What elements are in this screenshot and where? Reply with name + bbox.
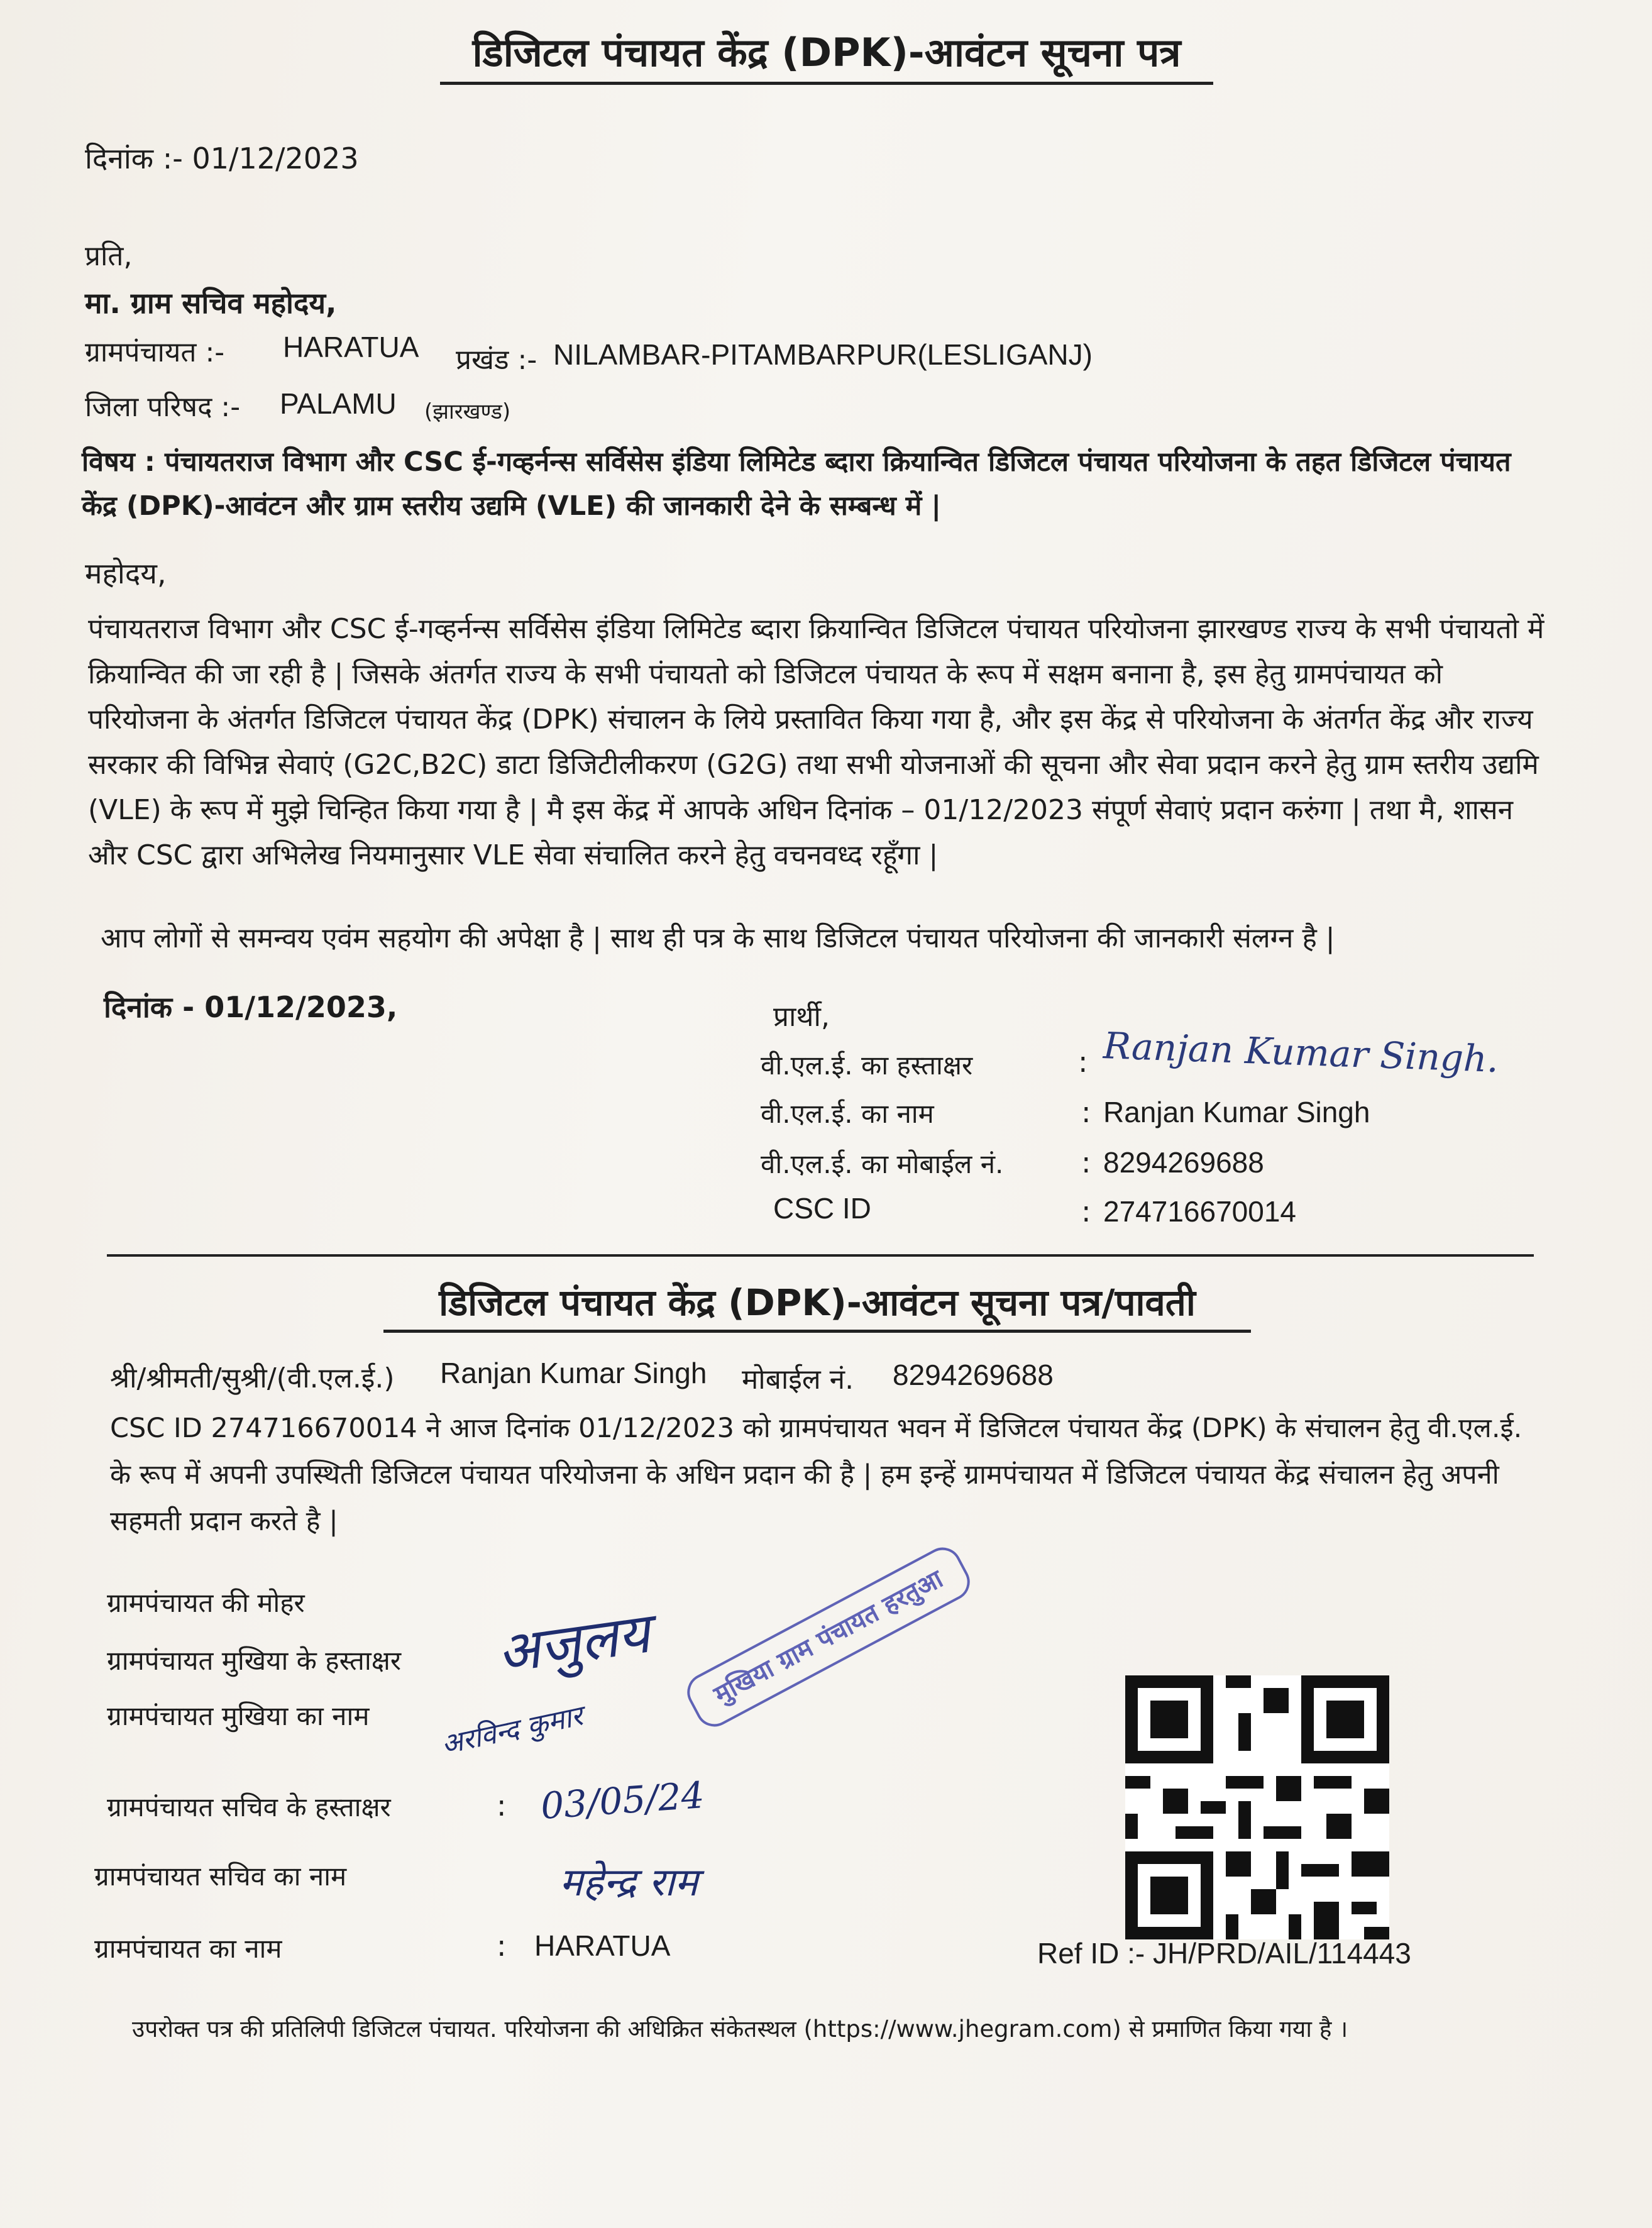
sachiv-signature: 03/05/24 (539, 1773, 706, 1828)
district-label: जिला परिषद :- (85, 391, 241, 423)
letter-date: दिनांक :- 01/12/2023 (85, 141, 359, 175)
receipt-mobile: 8294269688 (893, 1359, 1054, 1391)
letter-subject: विषय : पंचायतराज विभाग और CSC ई-गव्हर्नन्स सर्विसेस इंडिया लिमिटेड ब्दारा क्रियान्वित डिजिटल पंचायत परियोजना के तहत डिजिटल पंचायत केंद्र (DPK)-आवंटन और ग्राम स्तरीय उद्यमि (VLE) की जानकारी देने के सम्बन्ध में | (82, 446, 1511, 522)
receipt-name-prefix: श्री/श्रीमती/सुश्री/(वी.एल.ई.) (110, 1362, 395, 1394)
block-value: NILAMBAR-PITAMBARPUR(LESLIGANJ) (553, 338, 1093, 371)
csc-id-colon: : (1081, 1194, 1091, 1228)
letter-request: आप लोगों से समन्वय एवंम सहयोग की अपेक्षा है | साथ ही पत्र के साथ डिजिटल पंचायत परियोजना की जानकारी संलग्न है | (101, 922, 1335, 954)
sachiv-name: महेन्द्र राम (559, 1859, 698, 1905)
panchayat-name-colon: : (497, 1929, 507, 1963)
vle-name-label: वी.एल.ई. का नाम (761, 1098, 934, 1129)
vle-signature: Ranjan Kumar Singh. (1103, 1024, 1499, 1081)
vle-mobile-label: वी.एल.ई. का मोबाईल नं. (761, 1149, 1004, 1179)
seal-label: ग्रामपंचायत की मोहर (107, 1587, 305, 1618)
csc-id: 274716670014 (1103, 1195, 1296, 1228)
receipt-title: डिजिटल पंचायत केंद्र (DPK)-आवंटन सूचना पत्र/पावती (383, 1276, 1251, 1333)
mukhiya-sign-label: ग्रामपंचायत मुखिया के हस्ताक्षर (107, 1645, 402, 1676)
panchayat-name: HARATUA (534, 1929, 671, 1962)
vle-sign-colon: : (1078, 1045, 1088, 1079)
vle-name-colon: : (1081, 1095, 1091, 1129)
sachiv-name-label: ग्रामपंचायत सचिव का नाम (94, 1861, 347, 1892)
date-footer: दिनांक - 01/12/2023, (104, 990, 398, 1024)
panchayat-name-label: ग्रामपंचायत का नाम (94, 1933, 282, 1964)
mukhiya-signature: अजुलय (493, 1600, 654, 1686)
sachiv-sign-colon: : (497, 1789, 507, 1823)
vle-mobile: 8294269688 (1103, 1146, 1264, 1179)
block-label: प्रखंड :- (456, 344, 537, 376)
sachiv-sign-label: ग्रामपंचायत सचिव के हस्ताक्षर (107, 1792, 391, 1823)
receipt-mobile-label: मोबाईल नं. (742, 1364, 854, 1396)
section-divider (107, 1254, 1534, 1257)
receipt-footer: उपरोक्त पत्र की प्रतिलिपी डिजिटल पंचायत. परियोजना की अधिक्रित संकेतस्थल (https://www.jhegram.com) से प्रमाणित किया गया है । (132, 2016, 1348, 2043)
panchayat-value: HARATUA (283, 331, 419, 363)
csc-id-label: CSC ID (773, 1192, 871, 1225)
state-value: (झारखण्ड) (424, 399, 511, 424)
vle-sign-label: वी.एल.ई. का हस्ताक्षर (761, 1050, 973, 1081)
letter-body: पंचायतराज विभाग और CSC ई-गव्हर्नन्स सर्विसेस इंडिया लिमिटेड ब्दारा क्रियान्वित डिजिटल पंचायत परियोजना झारखण्ड राज्य के सभी पंचायतो में क्रियान्वित की जा रही है | जिसके अंतर्गत राज्य के सभी पंचायतो को डिजिटल पंचायत के रूप में सक्षम बनाना है, इस हेतु ग्रामपंचायत को परियोजना के अंतर्गत डिजिटल पंचायत केंद्र (DPK) संचालन के लिये प्रस्तावित किया गया है, और इस केंद्र से परियोजना के अंतर्गत केंद्र और राज्य सरकार की विभिन्न सेवाएं (G2C,B2C) डाटा डिजिटीलीकरण (G2G) तथा सभी योजनाओं की सूचना और सेवा प्रदान करने हेतु ग्राम स्तरीय उद्यमि (VLE) के रूप में मुझे चिन्हित किया गया है | मै इस केंद्र में आपके अधिन दिनांक – 01/12/2023 संपूर्ण सेवाएं प्रदान करुंगा | तथा मै, शासन और CSC द्वारा अभिलेख नियमानुसार VLE सेवा संचालित करने हेतु वचनवध्द रहूँगा | (88, 613, 1545, 871)
letter-addressee: मा. ग्राम सचिव महोदय, (85, 286, 337, 320)
district-value: PALAMU (280, 387, 397, 420)
letter-title: डिजिटल पंचायत केंद्र (DPK)-आवंटन सूचना पत्र (440, 25, 1213, 85)
receipt-name: Ranjan Kumar Singh (440, 1357, 707, 1389)
letter-to: प्रति, (85, 240, 133, 272)
ref-id: Ref ID :- JH/PRD/AIL/114443 (1037, 1937, 1411, 1970)
vle-name: Ranjan Kumar Singh (1103, 1096, 1370, 1128)
qr-code-icon (1125, 1675, 1389, 1939)
applicant-label: प्रार्थी, (773, 1001, 830, 1033)
mukhiya-stamp: मुखिया ग्राम पंचायत हरतुआ (681, 1541, 976, 1733)
vle-mobile-colon: : (1081, 1145, 1091, 1179)
mukhiya-name: अरविन्द कुमार (438, 1699, 586, 1762)
salutation: महोदय, (85, 556, 167, 590)
receipt-body: CSC ID 274716670014 ने आज दिनांक 01/12/2023 को ग्रामपंचायत भवन में डिजिटल पंचायत केंद्र (DPK) के संचालन हेतु वी.एल.ई. के रूप में अपनी उपस्थिती डिजिटल पंचायत परियोजना के अधिन प्रदान की है | हम इन्हें ग्रामपंचायत में डिजिटल पंचायत केंद्र संचालन हेतु अपनी सहमती प्रदान करते है | (110, 1413, 1523, 1537)
panchayat-label: ग्रामपंचायत :- (85, 336, 225, 368)
mukhiya-name-label: ग्रामपंचायत मुखिया का नाम (107, 1701, 370, 1731)
